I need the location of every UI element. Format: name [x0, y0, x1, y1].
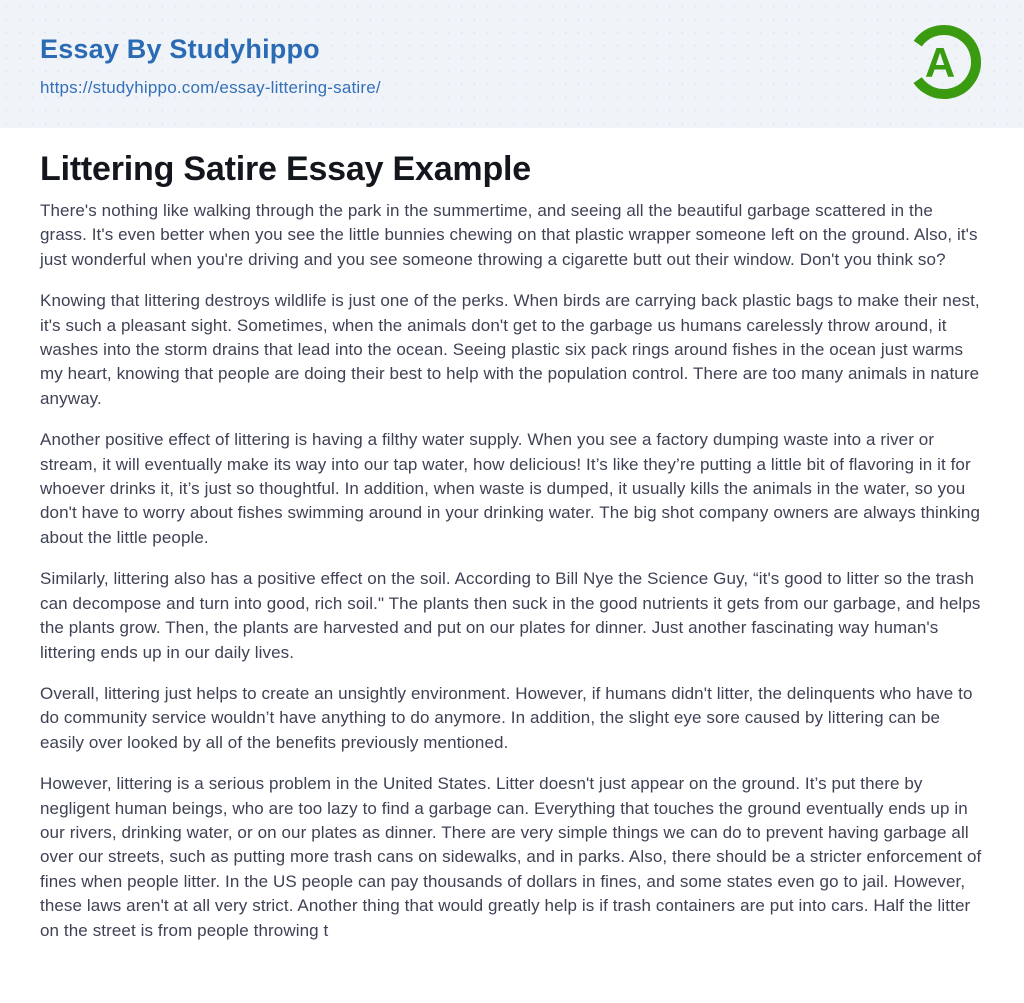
essay-paragraph-6: However, littering is a serious problem in the United States. Litter doesn't just appear on the ground. It’s put there by negligent human beings, who are too lazy to find a garbage can. Everything that touches the ground eventually ends up in our rivers, drinking water, or on our plates as dinner. There are very simple things we can do to prevent having garbage all over our streets, such as putting more trash cans on sidewalks, and in parks. Also, there should be a stricter enforcement of fines when people litter. In the US people can pay thousands of dollars in fines, and some states even go to jail. However, these laws aren't at all very strict. Another thing that would greatly help is if trash containers are put into cars. Half the litter on the street is from people throwing t [40, 774, 982, 940]
essay-content [0, 150, 1024, 943]
essay-paragraph-4: Similarly, littering also has a positive effect on the soil. According to Bill Nye the Science Guy, “it's good to litter so the trash can decompose and turn into good, rich soil." The plants then suck in the good nutrients it gets from our garbage, and helps the plants grow. Then, the plants are harvested and put on our plates for dinner. Just another fascinating way human's littering ends up in our daily lives. [40, 569, 981, 662]
header [0, 0, 1024, 128]
essay-paragraph-1: There's nothing like walking through the park in the summertime, and seeing all the beautiful garbage scattered in the grass. It's even better when you see the little bunnies chewing on that plastic wrapper someone left on the ground. Also, it's just wonderful when you're driving and you see someone throwing a cigarette butt out their window. Don't you think so? [40, 201, 978, 269]
essay-title: Littering Satire Essay Example [40, 150, 531, 188]
essay-paragraph-5: Overall, littering just helps to create an unsightly environment. However, if humans didn't litter, the delinquents who have to do community service wouldn’t have anything to do anymore. In addition, the slight eye sore caused by littering can be easily over looked by all of the benefits previously mentioned. [40, 683, 973, 752]
site-title: Essay By Studyhippo [40, 34, 320, 64]
studyhippo-logo-icon [898, 17, 990, 109]
essay-paragraph-2: Knowing that littering destroys wildlife is just one of the perks. When birds are carrying back plastic bags to make their nest, it's such a pleasant sight. Sometimes, when the animals don't get to the garbage us humans carelessly throw around, it washes into the storm drains that lead into the ocean. Seeing plastic six pack rings around fishes in the ocean just warms my heart, knowing that people are doing their best to help with the population control. There are too many animals in nature anyway. [40, 291, 980, 408]
logo-letter: A [924, 39, 956, 86]
essay-paragraph-3: Another positive effect of littering is having a filthy water supply. When you see a factory dumping waste into a river or stream, it will eventually make its way into our tap water, how delicious! It’s like they’re putting a little bit of flavoring in it for whoever drinks it, it’s just so thoughtful. In addition, when waste is dumped, it usually kills the animals in the water, so you don't have to worry about fishes swimming around in your drinking water. The big shot company owners are always thinking about the little people. [40, 430, 981, 547]
page-url-link[interactable]: https://studyhippo.com/essay-littering-satire/ [40, 78, 381, 97]
